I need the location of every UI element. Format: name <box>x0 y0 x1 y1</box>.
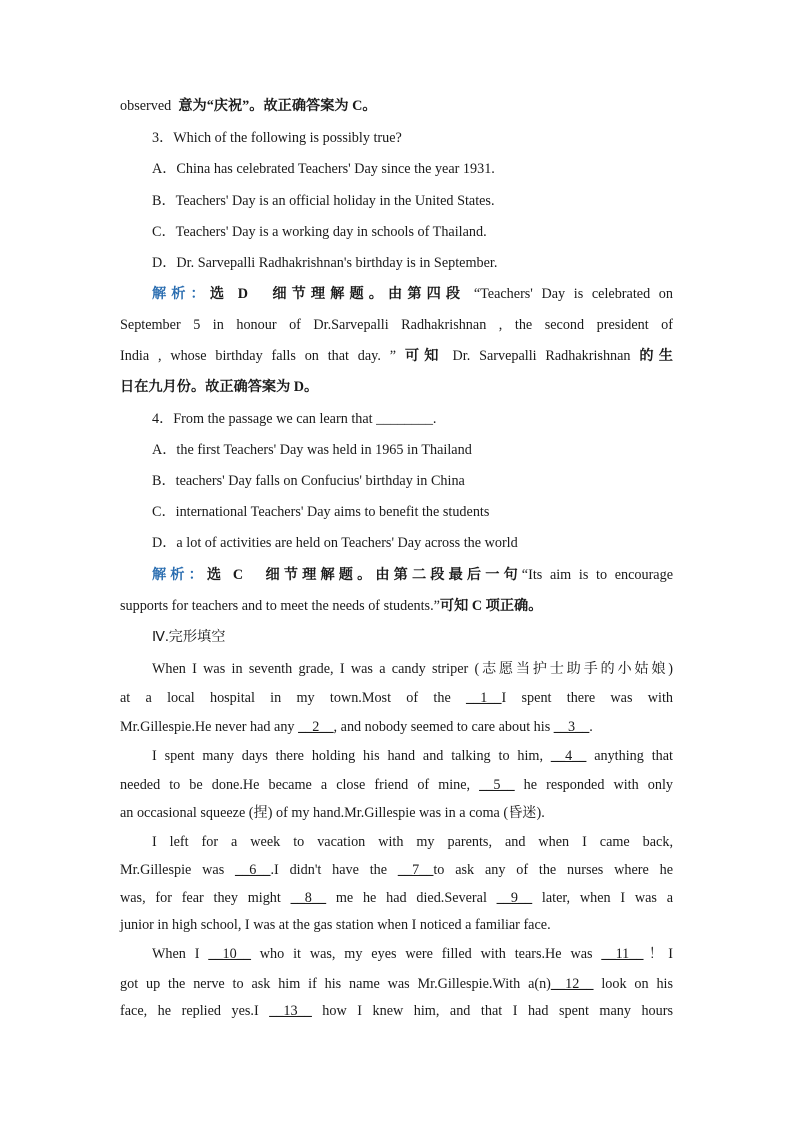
passage-text: ) <box>668 661 673 677</box>
passage-p3-line-3 <box>120 889 673 907</box>
passage-text: When I was in seventh grade, I was a candy striper ( <box>152 661 480 677</box>
q3-analysis-line-2: September 5 in honour of Dr.Sarvepalli Radhakrishnan , the second president of <box>120 317 673 333</box>
passage-text: .I didn't have the <box>270 862 398 878</box>
blank-3: __3__ <box>553 719 590 735</box>
passage-text: was, for fear they might <box>120 890 291 906</box>
blank-8: __8__ <box>290 890 327 906</box>
blank-10: __10__ <box>208 946 251 962</box>
passage-text: Mr.Gillespie was <box>120 862 236 878</box>
passage-text: When I <box>152 946 209 962</box>
blank-6: __6__ <box>235 862 271 878</box>
passage-text: got up the nerve to ask him if his name was Mr.Gillespie.With a(n) <box>120 976 551 992</box>
q3-option-a: A．China has celebrated Teachers' Day since the year 1931. <box>152 161 495 177</box>
analysis-label: 解析： <box>152 286 210 302</box>
analysis-label: 解析： <box>152 567 207 583</box>
passage-text: who it was, my eyes were filled with tears.He was <box>250 946 602 962</box>
passage-text: needed to be done.He became a close friend of mine, <box>120 777 480 793</box>
passage-text: ). <box>536 805 545 821</box>
passage-p4-line-3 <box>120 1002 673 1020</box>
q4-option-a: A．the first Teachers' Day was held in 1965 in Thailand <box>152 442 472 458</box>
q3-analysis-text: 的生 <box>639 348 673 364</box>
passage-p1-line-2 <box>120 689 673 707</box>
blank-13: __13__ <box>269 1003 312 1019</box>
passage-text: he responded with only <box>514 777 673 793</box>
blank-11: __11__ <box>601 946 644 962</box>
q4-analysis-line-1 <box>152 566 673 584</box>
blank-9: __9__ <box>496 890 533 906</box>
passage-p2-line-1 <box>152 747 673 765</box>
passage-text: an occasional squeeze ( <box>120 805 254 821</box>
blank-4: __4__ <box>550 748 587 764</box>
passage-p2-line-2 <box>120 776 673 794</box>
q4-option-c: C．international Teachers' Day aims to benefit the students <box>152 504 490 520</box>
passage-text: face, he replied yes.I <box>120 1003 270 1019</box>
q3-analysis-line-1 <box>152 285 673 303</box>
analysis-tail-word: observed <box>120 98 172 114</box>
passage-text: at a local hospital in my town.Most of the <box>120 690 467 706</box>
q3-analysis-line-4: 日在九月份。故正确答案为 D。 <box>120 379 319 395</box>
passage-p1-line-3 <box>120 718 673 736</box>
blank-12: __12__ <box>550 976 594 992</box>
passage-text: I spent there was with <box>501 690 673 706</box>
passage-gloss: 捏 <box>253 805 268 821</box>
passage-text: I spent many days there holding his hand and talking to him, <box>152 748 551 764</box>
q3-analysis-quote-end: India , whose birthday falls on that day. ” <box>120 348 397 364</box>
passage-text: to ask any of the nurses where he <box>433 862 673 878</box>
passage-p4-line-1 <box>152 945 673 963</box>
passage-text: look on his <box>593 976 674 992</box>
analysis-tail-line <box>120 97 673 115</box>
question-4: 4．From the passage we can learn that ________. <box>152 411 437 427</box>
q3-option-b: B．Teachers' Day is an official holiday in the United States. <box>152 193 495 209</box>
passage-p3-line-4: junior in high school, I was at the gas station when I noticed a familiar face. <box>120 917 551 933</box>
passage-text: . <box>589 719 593 735</box>
q3-analysis-quote: “Teachers' Day is celebrated on <box>473 286 673 302</box>
q3-analysis-text: 选 D 细节理解题。由第四段 <box>209 286 466 302</box>
passage-text: ！I <box>643 946 673 962</box>
q4-option-d: D．a lot of activities are held on Teachers' Day across the world <box>152 535 518 551</box>
passage-p2-line-3 <box>120 804 673 822</box>
section-heading: Ⅳ.完形填空 <box>152 629 226 645</box>
q3-analysis-name: Dr. Sarvepalli Radhakrishnan <box>452 348 631 364</box>
blank-7: __7__ <box>397 862 434 878</box>
q3-option-c: C．Teachers' Day is a working day in schools of Thailand. <box>152 224 487 240</box>
blank-2: __2__ <box>298 719 334 735</box>
q3-option-d: D．Dr. Sarvepalli Radhakrishnan's birthday is in September. <box>152 255 498 271</box>
passage-p3-line-2 <box>120 861 673 879</box>
passage-text: ) of my hand.Mr.Gillespie was in a coma ( <box>267 805 509 821</box>
passage-p1-line-1 <box>152 660 673 678</box>
q4-analysis-quote: “Its aim is to encourage <box>521 567 673 583</box>
q4-analysis-text: 可知 C 项正确。 <box>439 598 543 614</box>
analysis-tail-text: 意为“庆祝”。故正确答案为 C。 <box>178 98 377 114</box>
q4-analysis-quote-end: supports for teachers and to meet the needs of students.” <box>120 598 440 614</box>
blank-1: __1__ <box>466 690 502 706</box>
question-3: 3．Which of the following is possibly true? <box>152 130 402 146</box>
passage-text: Mr.Gillespie.He never had any <box>120 719 299 735</box>
q3-analysis-text: 可知 <box>404 348 444 364</box>
passage-text: , and nobody seemed to care about his <box>333 719 554 735</box>
q4-analysis-text: 选 C 细节理解题。由第二段最后一句 <box>206 567 522 583</box>
passage-gloss: 志愿当护士助手的小姑娘 <box>479 661 669 677</box>
blank-5: __5__ <box>479 777 515 793</box>
passage-p4-line-2 <box>120 975 673 993</box>
q4-option-b: B．teachers' Day falls on Confucius' birthday in China <box>152 473 465 489</box>
passage-p3-line-1: I left for a week to vacation with my parents, and when I came back, <box>152 834 673 850</box>
q4-analysis-line-2 <box>120 597 673 615</box>
passage-text: anything that <box>586 748 673 764</box>
passage-text: how I knew him, and that I had spent many hours <box>311 1003 673 1019</box>
passage-gloss: 昏迷 <box>508 805 537 821</box>
q3-analysis-line-3 <box>120 347 673 365</box>
passage-text: me he had died.Several <box>326 890 497 906</box>
passage-text: later, when I was a <box>532 890 674 906</box>
